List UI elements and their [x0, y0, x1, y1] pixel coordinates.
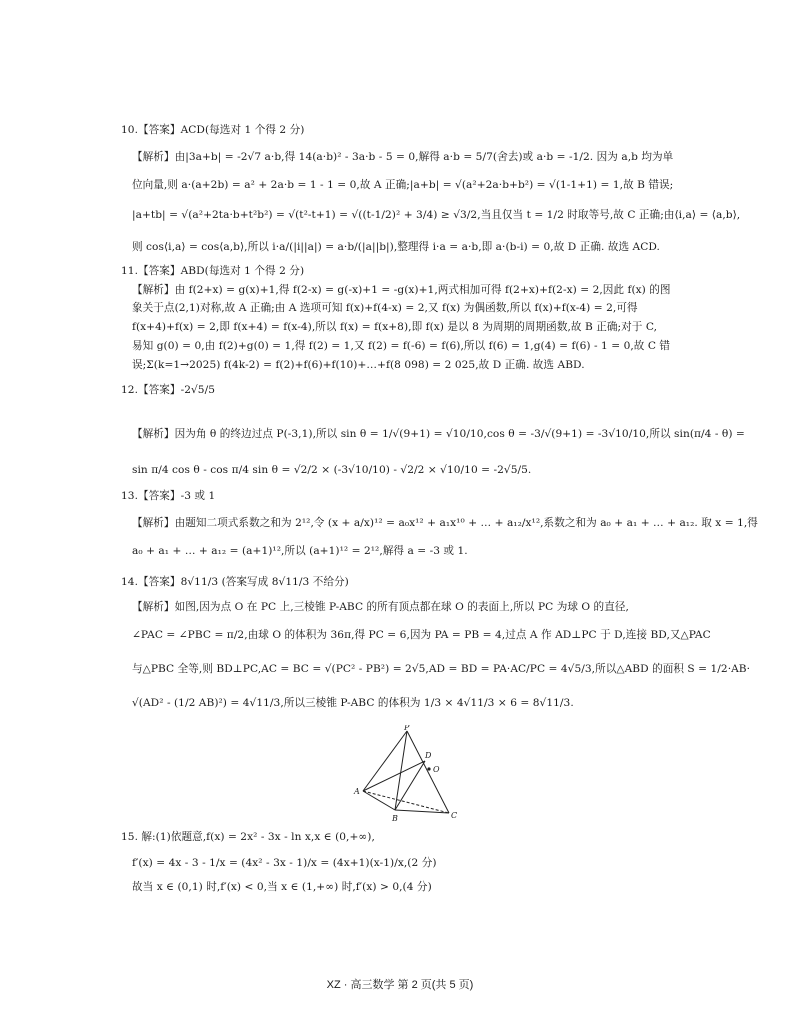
q12-analysis-line-1: 【解析】因为角 θ 的终边过点 P(-3,1),所以 sin θ = 1/√(9+1) = √10/10,cos θ = -3/√(9+1) = -3√10/10,所以 sin(π/4 - θ) = — [132, 428, 745, 440]
page-footer: XZ · 高三数学 第 2 页(共 5 页) — [326, 979, 474, 991]
q14-analysis-line-3: 与△PBC 全等,则 BD⊥PC,AC = BC = √(PC² - PB²) = 2√5,AD = BD = PA·AC/PC = 4√5/3,所以△ABD 的面积 S = 1/2·AB· — [132, 663, 751, 675]
q15-solution-line-1: 15. 解:(1)依题意,f(x) = 2x² - 3x - ln x,x ∈ (0,+∞), — [121, 831, 375, 843]
q15-solution-line-2: f′(x) = 4x - 3 - 1/x = (4x² - 3x - 1)/x = (4x+1)(x-1)/x,(2 分) — [132, 857, 437, 869]
q11-analysis-line-1: 【解析】由 f(2+x) = g(x)+1,得 f(2-x) = g(-x)+1 = -g(x)+1,两式相加可得 f(2+x)+f(2-x) = 2,因此 f(x) 的图 — [132, 284, 671, 296]
q14-answer: 14.【答案】8√11/3 (答案写成 8√11/3 不给分) — [121, 576, 349, 588]
q11-analysis-line-3: f(x+4)+f(x) = 2,即 f(x+4) = f(x-4),所以 f(x) = f(x+8),即 f(x) 是以 8 为周期的周期函数,故 B 正确;对于 C, — [132, 321, 658, 333]
label-a: A — [354, 787, 360, 796]
label-b: B — [392, 814, 398, 823]
q11-analysis-line-4: 易知 g(0) = 0,由 f(2)+g(0) = 1,得 f(2) = 1,又 f(2) = f(-6) = f(6),所以 f(6) = 1,g(4) = f(6) - 1 = 0,故 C 错 — [132, 340, 671, 352]
q11-analysis-line-2: 象关于点(2,1)对称,故 A 正确;由 A 选项可知 f(x)+f(4-x) = 2,又 f(x) 为偶函数,所以 f(x)+f(x-4) = 2,可得 — [132, 302, 638, 314]
q14-analysis-line-2: ∠PAC = ∠PBC = π/2,由球 O 的体积为 36π,得 PC = 6,因为 PA = PB = 4,过点 A 作 AD⊥PC 于 D,连接 BD,又△PAC — [132, 629, 711, 641]
q11-answer: 11.【答案】ABD(每选对 1 个得 2 分) — [121, 265, 305, 277]
label-o: O — [433, 765, 440, 774]
label-p: P — [404, 725, 410, 732]
q10-analysis-line-3: |a+tb| = √(a²+2ta·b+t²b²) = √(t²-t+1) = √((t-1/2)² + 3/4) ≥ √3/2,当且仅当 t = 1/2 时取等号,故 C 正确;由⟨i,a⟩ = ⟨a,b⟩, — [132, 209, 741, 221]
q11-analysis-line-5: 误;Σ(k=1→2025) f(4k-2) = f(2)+f(6)+f(10)+…+f(8 098) = 2 025,故 D 正确. 故选 ABD. — [132, 359, 585, 371]
q13-answer: 13.【答案】-3 或 1 — [121, 490, 216, 502]
q13-analysis-line-2: a₀ + a₁ + … + a₁₂ = (a+1)¹²,所以 (a+1)¹² = 2¹²,解得 a = -3 或 1. — [132, 545, 468, 557]
q12-answer: 12.【答案】-2√5/5 — [121, 384, 215, 396]
q10-analysis-line-1: 【解析】由|3a+b| = -2√7 a·b,得 14(a·b)² - 3a·b - 5 = 0,解得 a·b = 5/7(舍去)或 a·b = -1/2. 因为 a,b 均为单 — [132, 151, 674, 163]
q14-analysis-line-1: 【解析】如图,因为点 O 在 PC 上,三棱锥 P-ABC 的所有顶点都在球 O 的表面上,所以 PC 为球 O 的直径, — [132, 601, 629, 613]
q10-answer: 10.【答案】ACD(每选对 1 个得 2 分) — [121, 124, 305, 136]
q10-analysis-line-2: 位向量,则 a·(a+2b) = a² + 2a·b = 1 - 1 = 0,故 A 正确;|a+b| = √(a²+2a·b+b²) = √(1-1+1) = 1,故 B 错误; — [132, 179, 674, 191]
q13-analysis-line-1: 【解析】由题知二项式系数之和为 2¹²,令 (x + a/x)¹² = a₀x¹² + a₁x¹⁰ + … + a₁₂/x¹²,系数之和为 a₀ + a₁ + … + a₁₂. 取 x = 1,得 — [132, 517, 758, 529]
label-c: C — [451, 811, 458, 820]
q14-analysis-line-4: √(AD² - (1/2 AB)²) = 4√11/3,所以三棱锥 P-ABC 的体积为 1/3 × 4√11/3 × 6 = 8√11/3. — [132, 697, 574, 709]
q12-analysis-line-2: sin π/4 cos θ - cos π/4 sin θ = √2/2 × (-3√10/10) - √2/2 × √10/10 = -2√5/5. — [132, 464, 532, 476]
label-d: D — [425, 751, 432, 760]
q15-solution-line-3: 故当 x ∈ (0,1) 时,f′(x) < 0,当 x ∈ (1,+∞) 时,f′(x) > 0,(4 分) — [132, 881, 432, 893]
q10-analysis-line-4: 则 cos⟨i,a⟩ = cos⟨a,b⟩,所以 i·a/(|i||a|) = a·b/(|a||b|),整理得 i·a = a·b,即 a·(b-i) = 0,故 D 正确. 故选 ACD. — [132, 241, 660, 253]
pyramid-figure — [345, 725, 465, 830]
